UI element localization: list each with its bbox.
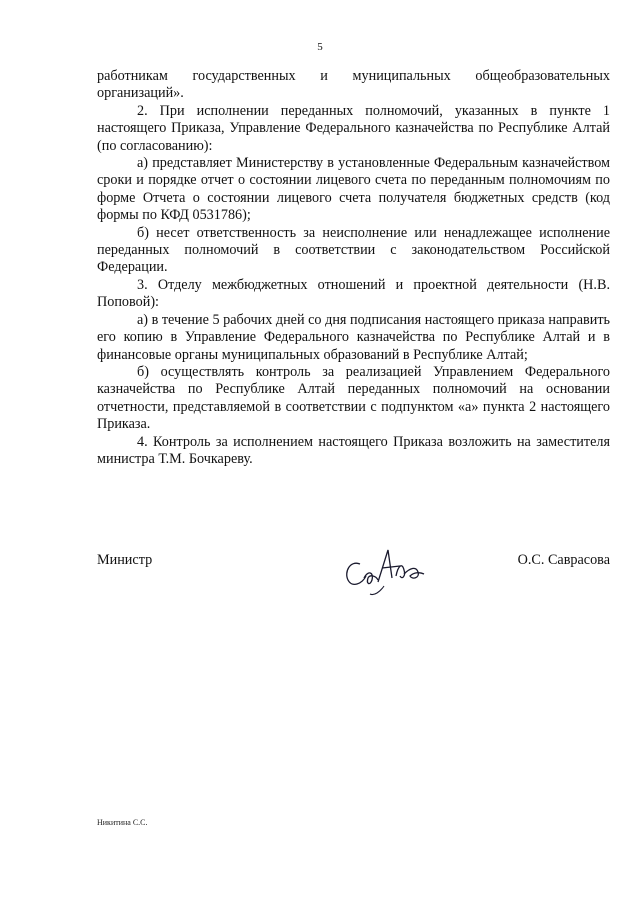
- handwritten-signature-icon: [340, 542, 430, 604]
- signer-name: О.С. Саврасова: [517, 552, 610, 568]
- paragraph-continuation: работникам государственных и муниципальных общеобразовательных организаций».: [97, 68, 610, 102]
- page-number: 5: [317, 41, 323, 53]
- paragraph-item-3b: б) осуществлять контроль за реализацией Управлением Федерального казначейства по Республике Алтай переданных полномочий на основании отчетности, представляемой в соответствии с подпунктом «а» пункта 2 настоящего Приказа.: [97, 363, 610, 433]
- paragraph-item-2b: б) несет ответственность за неисполнение или ненадлежащее исполнение переданных полномочий в соответствии с законодательством Российской Федерации.: [97, 224, 610, 276]
- paragraph-item-2: 2. При исполнении переданных полномочий, указанных в пункте 1 настоящего Приказа, Управление Федерального казначейства по Республике Алтай (по согласованию):: [97, 102, 610, 154]
- paragraph-item-4: 4. Контроль за исполнением настоящего Приказа возложить на заместителя министра Т.М. Бочкареву.: [97, 433, 610, 467]
- executor-note: Никитина С.С.: [97, 818, 148, 827]
- paragraph-item-3a: а) в течение 5 рабочих дней со дня подписания настоящего приказа направить его копию в Управление Федерального казначейства по Республике Алтай и в финансовые органы муниципальных образований в Республике Алтай;: [97, 311, 610, 363]
- paragraph-item-3: 3. Отделу межбюджетных отношений и проектной деятельности (Н.В. Поповой):: [97, 276, 610, 311]
- document-body: [97, 68, 610, 468]
- signature-block: [97, 552, 610, 612]
- paragraph-item-2a: а) представляет Министерству в установленные Федеральным казначейством сроки и порядке отчет о состоянии лицевого счета по переданным полномочиям по форме Отчета о состоянии лицевого счета получателя бюджетных средств (код формы по КФД 0531786);: [97, 155, 610, 224]
- signer-position: Министр: [97, 552, 153, 568]
